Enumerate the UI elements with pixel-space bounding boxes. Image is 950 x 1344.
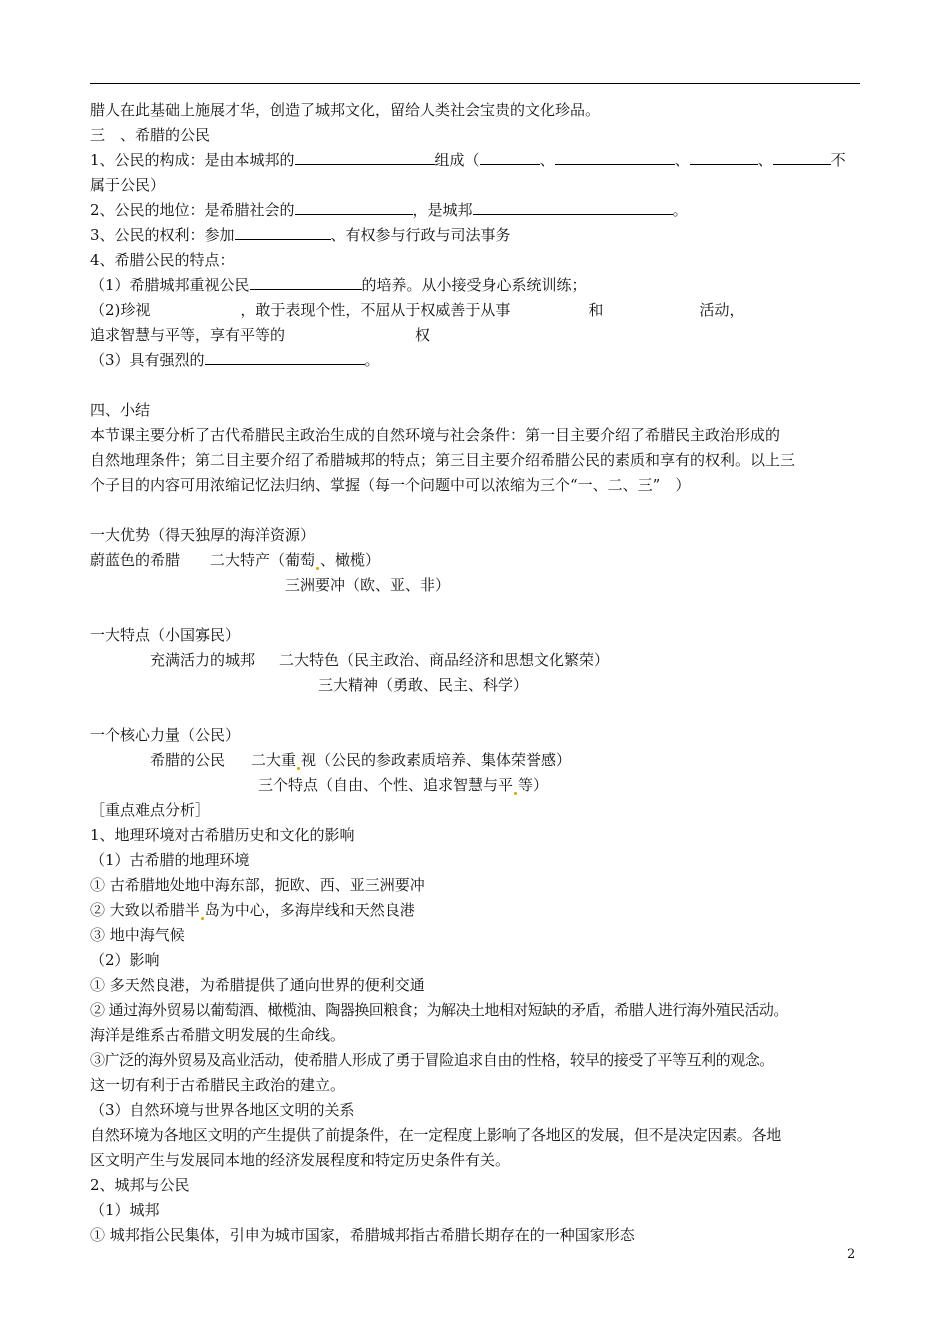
paragraph-line: 区文明产生与发展同本地的经济发展程度和特定历史条件有关。	[90, 1151, 511, 1169]
summary-line: 三大精神（勇敢、民主、科学）	[318, 676, 529, 694]
paragraph-line: 个子目的内容可用浓缩记忆法归纳、掌握（每一个问题中可以浓缩为三个“一、二、三” ）	[90, 476, 691, 494]
fill-in-line: 2、公民的地位：是希腊社会的 ，是城邦 。	[90, 201, 688, 219]
page-number: 2	[847, 1247, 856, 1262]
section-heading: ［重点难点分析］	[90, 801, 211, 819]
text-line: 4、希腊公民的特点：	[90, 251, 235, 269]
list-item: ③广泛的海外贸易及高业活动，使希腊人形成了勇于冒险追求自由的性格，较早的接受了平等互利的观念。	[90, 1051, 774, 1069]
paragraph-line: 自然地理条件；第二目主要介绍了希腊城邦的特点；第三目主要介绍希腊公民的素质和享有的权利。以上三	[90, 451, 796, 469]
summary-line: 三洲要冲（欧、亚、非）	[285, 576, 451, 594]
text-line: 这一切有利于古希腊民主政治的建立。	[90, 1076, 346, 1094]
blank	[690, 150, 758, 165]
blank	[480, 150, 540, 165]
list-item: ① 城邦指公民集体，引申为城市国家，希腊城邦指古希腊长期存在的一种国家形态	[90, 1226, 635, 1244]
text-line: （3）自然环境与世界各地区文明的关系	[90, 1101, 355, 1119]
section-heading: 三 、希腊的公民	[90, 126, 211, 144]
section-heading: 四、小结	[90, 401, 151, 419]
list-item: ① 古希腊地处地中海东部，扼欧、西、亚三洲要冲	[90, 876, 425, 894]
blank	[250, 275, 362, 290]
list-item: ① 多天然良港，为希腊提供了通向世界的便利交通	[90, 976, 425, 994]
mark-dot	[297, 767, 300, 770]
list-item: ② 大致以希腊半 岛为中心，多海岸线和天然良港	[90, 901, 415, 919]
list-item: ② 通过海外贸易以葡萄酒、橄榄油、陶器换回粮食；为解决土地相对短缺的矛盾，希腊人进行海外殖民活动。	[90, 1001, 788, 1019]
summary-line: 充满活力的城邦 二大特色（民主政治、商品经济和思想文化繁荣）	[150, 651, 610, 669]
fill-in-line: （3）具有强烈的 。	[90, 351, 380, 369]
blank	[295, 200, 413, 215]
text-line: （1）古希腊的地理环境	[90, 851, 250, 869]
text-line: 属于公民）	[90, 176, 166, 194]
summary-line: 蔚蓝色的希腊 二大特产（葡萄 、橄榄）	[90, 551, 381, 569]
blank	[555, 150, 675, 165]
text-line: （1）城邦	[90, 1201, 160, 1219]
mark-dot	[201, 917, 204, 920]
mark-dot	[514, 792, 517, 795]
mark-dot	[316, 567, 319, 570]
fill-in-line: 3、公民的权利：参加 、有权参与行政与司法事务	[90, 226, 511, 244]
summary-line: 三个特点（自由、个性、追求智慧与平 等）	[258, 776, 549, 794]
blank	[473, 200, 673, 215]
header-rule	[90, 83, 860, 84]
fill-in-line: 1、公民的构成：是由本城邦的 组成（ 、 、 、 不	[90, 151, 846, 169]
blank	[295, 150, 435, 165]
text-line: 2、城邦与公民	[90, 1176, 190, 1194]
summary-line: 一大特点（小国寡民）	[90, 626, 241, 644]
paragraph-line: 自然环境为各地区文明的产生提供了前提条件，在一定程度上影响了各地区的发展，但不是决定因素。各地	[90, 1126, 781, 1144]
text-line: 1、地理环境对古希腊历史和文化的影响	[90, 826, 355, 844]
text-line: 腊人在此基础上施展才华，创造了城邦文化，留给人类社会宝贵的文化珍品。	[90, 101, 601, 119]
blank	[773, 150, 831, 165]
fill-in-line: 追求智慧与平等，享有平等的 权	[90, 326, 431, 344]
blank	[205, 350, 365, 365]
fill-in-line: （2)珍视 ，敢于表现个性，不屈从于权威善于从事 和 活动，	[90, 301, 745, 319]
text-line: 海洋是维系古希腊文明发展的生命线。	[90, 1026, 346, 1044]
summary-line: 希腊的公民 二大重 视（公民的参政素质培养、集体荣誉感）	[150, 751, 572, 769]
summary-line: 一大优势（得天独厚的海洋资源）	[90, 526, 316, 544]
fill-in-line: （1）希腊城邦重视公民 的培养。从小接受身心系统训练；	[90, 276, 587, 294]
text-line: （2）影响	[90, 951, 160, 969]
blank	[235, 225, 331, 240]
list-item: ③ 地中海气候	[90, 926, 185, 944]
paragraph-line: 本节课主要分析了古代希腊民主政治生成的自然环境与社会条件：第一目主要介绍了希腊民主政治形成的	[90, 426, 781, 444]
summary-line: 一个核心力量（公民）	[90, 726, 241, 744]
